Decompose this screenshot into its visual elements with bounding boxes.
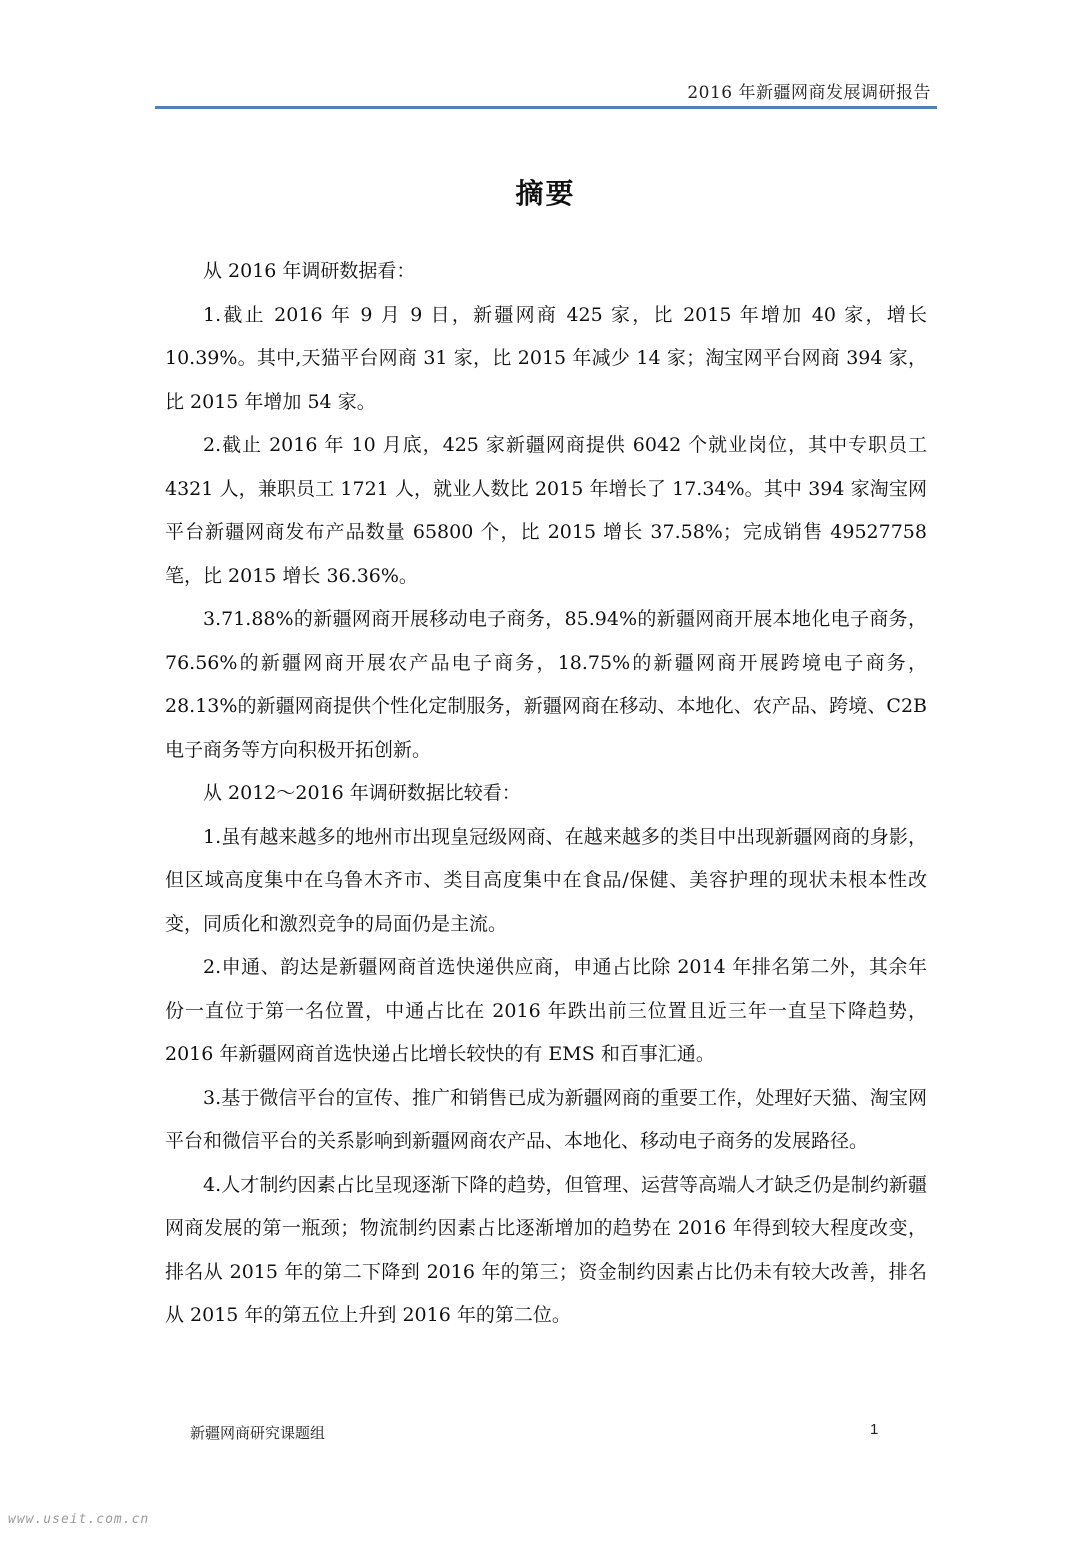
paragraph-employment: 2.截止 2016 年 10 月底，425 家新疆网商提供 6042 个就业岗位，其中专职员工 4321 人，兼职员工 1721 人，就业人数比 2015 年增长了 17.34%。其中 394 家淘宝网平台新疆网商发布产品数量 65800 个，比 2015 增长 37.58%；完成销售 49527758 笔，比 2015 增长 36.36%。: [165, 434, 927, 587]
paragraph-merchant-count: 1.截止 2016 年 9 月 9 日，新疆网商 425 家，比 2015 年增加 40 家，增长 10.39%。其中,天猫平台网商 31 家，比 2015 年减少 14 家；淘宝网平台网商 394 家，比 2015 年增加 54 家。: [165, 303, 927, 413]
watermark: www.useit.com.cn: [8, 1512, 150, 1527]
footer-group-name: 新疆网商研究课题组: [190, 1424, 326, 1442]
abstract-body: [165, 250, 927, 1338]
paragraph-wechat-platform: 3.基于微信平台的宣传、推广和销售已成为新疆网商的重要工作，处理好天猫、淘宝网平台和微信平台的关系影响到新疆网商农产品、本地化、移动电子商务的发展路径。: [165, 1086, 927, 1152]
paragraph-constraint-factors: 4.人才制约因素占比呈现逐渐下降的趋势，但管理、运营等高端人才缺乏仍是制约新疆网商发展的第一瓶颈；物流制约因素占比逐渐增加的趋势在 2016 年得到较大程度改变，排名从 2015 年的第二下降到 2016 年的第三；资金制约因素占比仍未有较大改善，排名从 2015 年的第五位上升到 2016 年的第二位。: [165, 1173, 927, 1326]
paragraph-express-delivery: 2.申通、韵达是新疆网商首选快递供应商，申通占比除 2014 年排名第二外，其余年份一直位于第一名位置，中通占比在 2016 年跌出前三位置且近三年一直呈下降趋势，2016 年新疆网商首选快递占比增长较快的有 EMS 和百事汇通。: [165, 956, 927, 1065]
paragraph-ecommerce-types: 3.71.88%的新疆网商开展移动电子商务，85.94%的新疆网商开展本地化电子商务，76.56%的新疆网商开展农产品电子商务，18.75%的新疆网商开展跨境电子商务，28.13%的新疆网商提供个性化定制服务，新疆网商在移动、本地化、农产品、跨境、C2B 电子商务等方向积极开拓创新。: [165, 608, 927, 761]
header-divider: [155, 106, 937, 109]
paragraph-intro-comparison: 从 2012～2016 年调研数据比较看：: [203, 782, 521, 804]
page-title: 摘要: [515, 177, 576, 210]
paragraph-intro-2016: 从 2016 年调研数据看：: [203, 260, 416, 282]
running-header: 2016 年新疆网商发展调研报告: [687, 83, 931, 103]
paragraph-regional-concentration: 1.虽有越来越多的地州市出现皇冠级网商、在越来越多的类目中出现新疆网商的身影，但区域高度集中在乌鲁木齐市、类目高度集中在食品/保健、美容护理的现状未根本性改变，同质化和激烈竞争的局面仍是主流。: [165, 825, 927, 935]
page-number: 1: [870, 1421, 879, 1438]
